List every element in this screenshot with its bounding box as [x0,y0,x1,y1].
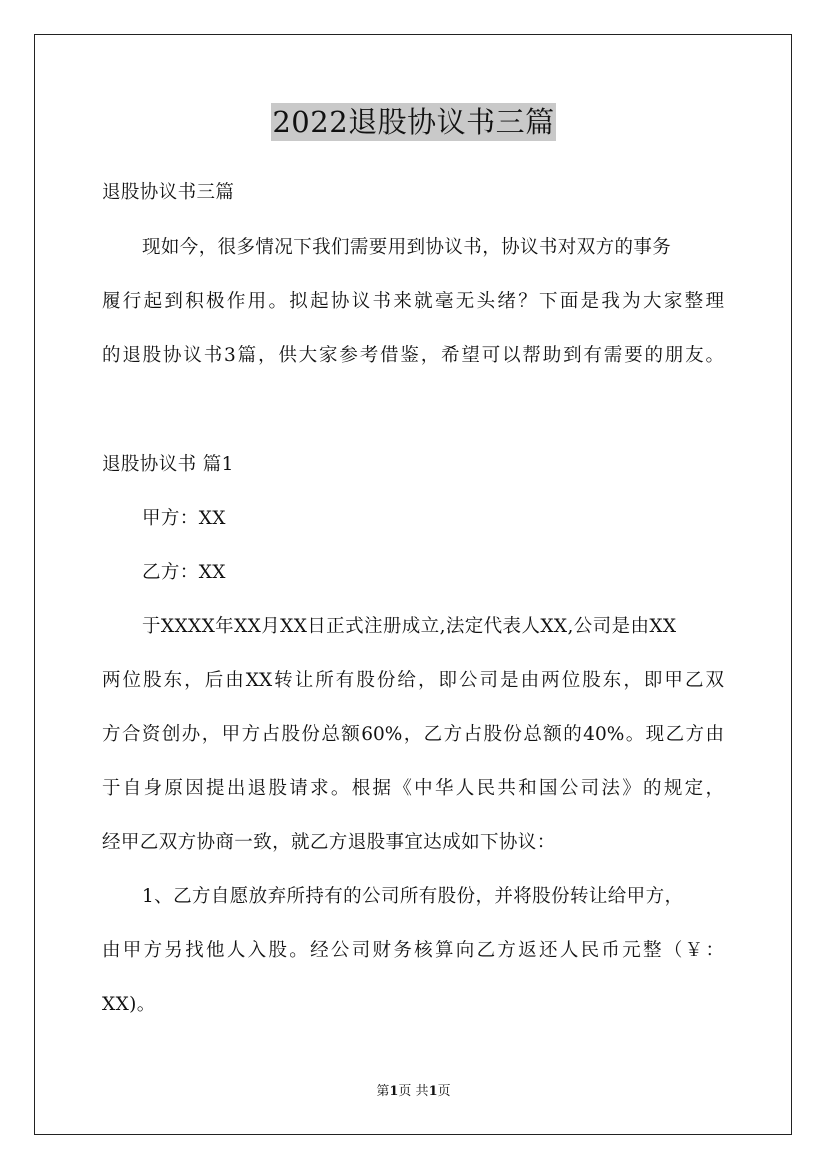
paragraph-line-4: 于自身原因提出退股请求。根据《中华人民共和国公司法》的规定， [102,778,724,799]
paragraph-line-3: 方合资创办，甲方占股份总额60%，乙方占股份总额的40%。现乙方由 [102,724,724,745]
paragraph-line-2: 两位股东，后由XX转让所有股份给，即公司是由两位股东，即甲乙双 [102,670,724,691]
intro-line-2: 履行起到积极作用。拟起协议书来就毫无头绪？下面是我为大家整理 [102,291,724,312]
party-b: 乙方：XX [142,562,226,583]
paragraph-line-1: 于XXXX年XX月XX日正式注册成立,法定代表人XX,公司是由XX [142,616,677,637]
paragraph-line-5: 经甲乙双方协商一致，就乙方退股事宜达成如下协议： [102,832,556,853]
clause-line-3: XX)。 [102,994,156,1015]
footer-total-pages: 1 [428,1084,438,1099]
intro-line-1: 现如今，很多情况下我们需要用到协议书，协议书对双方的事务 [142,237,672,258]
document-title: 2022退股协议书三篇 [272,105,555,139]
footer-suffix: 页 [437,1084,451,1099]
clause-line-1: 1、乙方自愿放弃所持有的公司所有股份，并将股份转让给甲方， [142,886,684,907]
footer-page-number: 1 [389,1084,399,1099]
party-a: 甲方：XX [142,508,226,529]
section-heading: 退股协议书 篇1 [102,454,234,475]
clause-line-2: 由甲方另找他人入股。经公司财务核算向乙方返还人民币元整（￥： [102,940,724,961]
footer-middle: 页 共 [398,1084,429,1099]
intro-line-3: 的退股协议书3篇，供大家参考借鉴，希望可以帮助到有需要的朋友。 [102,345,724,366]
document-subtitle: 退股协议书三篇 [102,182,235,203]
footer-prefix: 第 [376,1084,390,1099]
page-footer [0,1083,827,1101]
title-container [0,103,827,141]
